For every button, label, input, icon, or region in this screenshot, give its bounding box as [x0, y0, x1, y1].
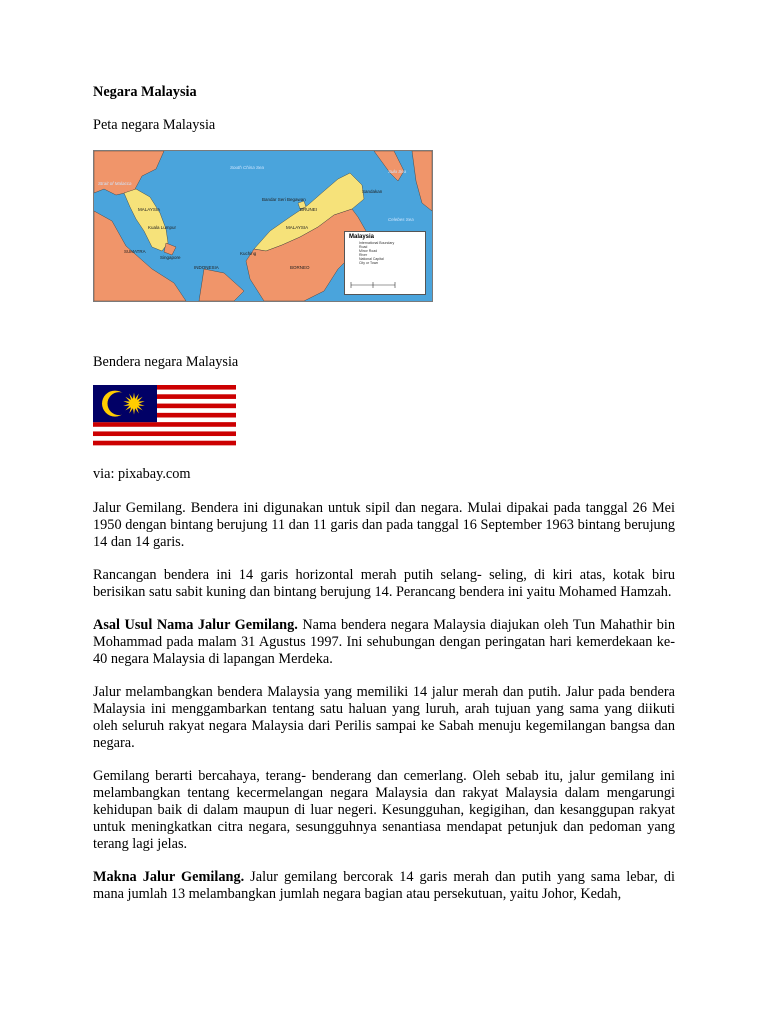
- document-page: [93, 84, 675, 903]
- map-label-kuching: Kuching: [240, 251, 257, 256]
- map-label-singapore: Singapore: [160, 255, 181, 260]
- map-label-strait: Strait of Malacca: [98, 181, 132, 186]
- map-label-bandar-seri-begawan: Bandar Seri Begawan: [262, 197, 306, 202]
- flag-caption: Bendera negara Malaysia: [93, 354, 239, 370]
- flag-stripe: [93, 441, 236, 446]
- map-label-south-china-sea: South China Sea: [230, 165, 265, 170]
- document-title: Negara Malaysia: [93, 84, 197, 100]
- map-label-brunei: BRUNEI: [300, 207, 318, 212]
- flag-stripe: [93, 427, 236, 432]
- map-label-sulu-sea: Sulu Sea: [388, 169, 407, 174]
- paragraph-3: [93, 617, 675, 668]
- map-label-sumatra: SUMATRA: [124, 249, 146, 254]
- flag-stripe: [93, 445, 236, 450]
- paragraph-6: [93, 869, 675, 903]
- paragraph-4: Jalur melambangkan bendera Malaysia yang memiliki 14 jalur merah dan putih. Jalur pada bendera Malaysia ini menggambarkan tentang satu haluan yang luruh, arah tujuan yang sama yang diikuti oleh seluruh rakyat negara Malaysia dari Perilis sampai ke Sabah menuju kegemilangan bangsa dan negara.: [93, 684, 675, 751]
- flag-stripe: [93, 431, 236, 436]
- paragraph-6-heading: Makna Jalur Gemilang.: [93, 869, 245, 885]
- paragraph-5: Gemilang berarti bercahaya, terang- benderang dan cemerlang. Oleh sebab itu, jalur gemilang ini melambangkan tentang kecermelangan negara Malaysia dan rakyat Malaysia dalam mengarungi kehidupan baik di dalam maupun di luar negeri. Kesungguhan, kegigihan, dan kesanggupan rakyat untuk meningkatkan citra negara, sesungguhnya senantiasa mendapat petunjuk dan pedoman yang terang lagi jelas.: [93, 768, 675, 852]
- map-label-sandakan: Sandakan: [362, 189, 383, 194]
- map-legend-item: Minor Road: [359, 249, 378, 253]
- flag-graphic: [93, 385, 236, 450]
- map-legend-title: Malaysia: [349, 234, 375, 240]
- paragraph-6-text: Jalur gemilang bercorak 14 garis merah dan putih yang sama lebar, di mana jumlah 13 melambangkan jumlah negara bagian atau persekutuan, yaitu Johor, Kedah,: [93, 869, 675, 902]
- map-legend-item: International Boundary: [359, 241, 395, 245]
- flag-stripe: [93, 422, 236, 427]
- map-label-borneo: BORNEO: [290, 265, 310, 270]
- map-label-kuala-lumpur: Kuala Lumpur: [148, 225, 177, 230]
- map-label-malaysia-east: MALAYSIA: [286, 225, 309, 230]
- map-label-indonesia: INDONESIA: [194, 265, 219, 270]
- paragraph-3-text: Nama bendera negara Malaysia diajukan oleh Tun Mahathir bin Mohammad pada malam 31 Agustus 1997. Ini sehubungan dengan peringatan hari kemerdekaan ke-40 negara Malaysia di lapangan Merdeka.: [93, 617, 675, 667]
- map-label-celebes-sea: Celebes Sea: [388, 217, 414, 222]
- map-legend-item: City or Town: [359, 261, 379, 265]
- map-scale-bar: [345, 278, 425, 292]
- flag-crescent-mask: [108, 392, 131, 415]
- malaysia-flag: [93, 385, 236, 450]
- map-label-malaysia-west: MALAYSIA: [138, 207, 161, 212]
- paragraph-1: Jalur Gemilang. Bendera ini digunakan untuk sipil dan negara. Mulai dipakai pada tanggal 26 Mei 1950 dengan bintang berujung 11 dan 11 garis dan pada tanggal 16 September 1963 bintang berujung 14 dan 14 garis.: [93, 500, 675, 550]
- image-source: via: pixabay.com: [93, 466, 191, 482]
- map-legend: [344, 231, 426, 295]
- map-legend-item: River: [359, 253, 368, 257]
- map-legend-item: Road: [359, 245, 368, 249]
- malaysia-map: [93, 150, 433, 302]
- map-caption: Peta negara Malaysia: [93, 117, 216, 133]
- paragraph-3-heading: Asal Usul Nama Jalur Gemilang.: [93, 617, 298, 633]
- flag-stripe: [93, 436, 236, 441]
- paragraph-2: Rancangan bendera ini 14 garis horizontal merah putih selang- seling, di kiri atas, kotak biru berisikan satu sabit kuning dan bintang berujung 14. Perancang bendera ini yaitu Mohamed Hamzah.: [93, 567, 675, 600]
- map-legend-item: National Capital: [359, 257, 384, 261]
